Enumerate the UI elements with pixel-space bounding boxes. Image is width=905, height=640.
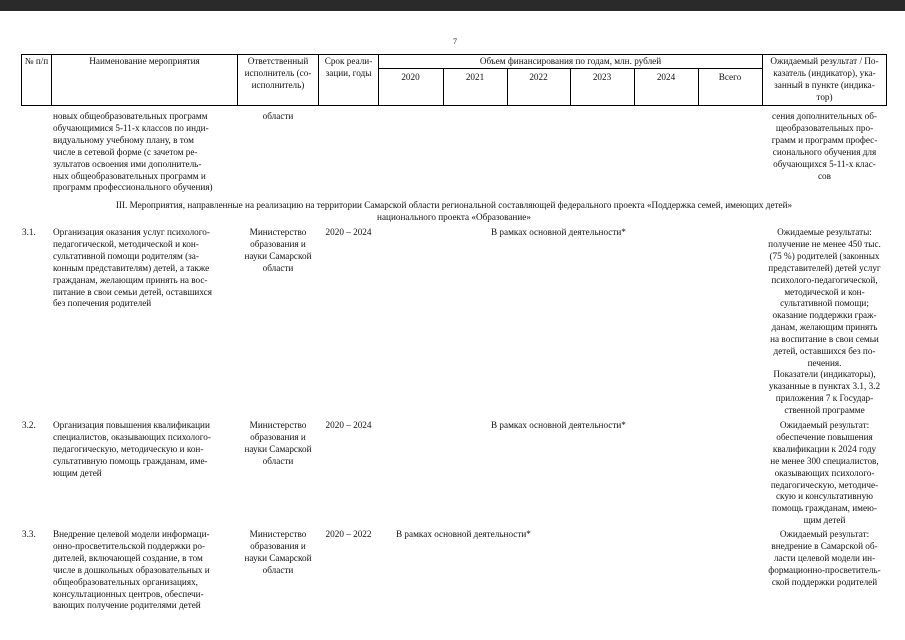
row-result: Ожидаемый результат: внедрение в Самарской об- ласти целевой модели ин- формационно-просветитель- ской поддержки родителей	[768, 529, 881, 587]
page-number: 7	[453, 37, 457, 46]
section-heading: III. Мероприятия, направленные на реализацию на территории Самарской области региональной составляющей федерального проекта «Поддержка семей, имеющих детей» национального проекта «Образование»	[115, 200, 793, 222]
header-term: Срок реали- зации, годы	[324, 56, 373, 78]
header-total: Всего	[718, 72, 742, 82]
header-responsible: Ответственный исполнитель (со- исполнитель)	[244, 56, 312, 90]
row-funding: В рамках основной деятельности*	[491, 227, 626, 237]
row-funding: В рамках основной деятельности*	[491, 420, 626, 430]
row-name: Внедрение целевой модели информаци- онно-просветительской поддержки ро- дителей, включающей создание, в том числе в дошкольных образовательных и общеобразовательных организациях, консультационных центров, обеспечи- вающих получение родителями детей	[53, 529, 210, 611]
header-year-2024: 2024	[656, 72, 676, 82]
row-funding: В рамках основной деятельности*	[396, 529, 531, 539]
row-name: Организация оказания услуг психолого- педагогической, методической и кон- сультативной помощи родителям (за- конным представителям) детей, а также гражданам, желающим принять на вос- питание в свои семьи детей, оставшихся без попечения родителей	[53, 227, 212, 309]
row-number: 3.1.	[22, 227, 36, 237]
row-indicators: Показатели (индикаторы), указанные в пунктах 3.1, 3.2 приложения 7 к Государ- ственной программе	[768, 369, 881, 415]
row-term: 2020 – 2022	[325, 529, 372, 539]
header-year-2021: 2021	[465, 72, 485, 82]
continued-result: сения дополнительных об- щеобразовательных про- грамм и программ профес- сионального обучения для обучающихся 5-11-х клас- сов	[771, 111, 878, 181]
row-result: Ожидаемый результат: обеспечение повышения квалификации к 2024 году не менее 300 специалистов, оказывающих психолого- педагогическую, методиче- скую и консультативную помощь гражданам, имею- щим детей	[770, 420, 879, 526]
continued-name: новых общеобразовательных программ обучающимися 5-11-х классов по инди- видуальному учебному плану, в том числе в сетевой форме (с зачетом ре- зультатов освоения ими дополнитель- ных общеобразовательных программ и программ профессионального обучения)	[53, 111, 213, 193]
header-name: Наименование мероприятия	[89, 56, 200, 66]
row-term: 2020 – 2024	[325, 227, 372, 237]
scan-top-edge	[0, 0, 905, 11]
header-num: № п/п	[24, 56, 49, 66]
row-result: Ожидаемые результаты: получение не менее 450 тыс. (75 %) родителей (законных представителей) детей услуг психолого-педагогической, методической и кон- сультативной помощи; оказание поддержки граж- данам, желающим принять на воспитание в свои семьи детей, оставшихся без по- печения.	[768, 227, 881, 368]
row-responsible: Министерство образования и науки Самарской области	[244, 227, 312, 273]
row-number: 3.2.	[22, 420, 36, 430]
continued-responsible: области	[262, 111, 294, 121]
header-result: Ожидаемый результат / По- казатель (индикатор), ука- занный в пункте (индика- тор)	[770, 56, 879, 102]
row-term: 2020 – 2024	[325, 420, 372, 430]
row-name: Организация повышения квалификации специалистов, оказывающих психолого- педагогическую, методическую и кон- сультативную помощь гражданам, име- ющим детей	[53, 420, 211, 478]
header-year-2020: 2020	[401, 72, 420, 82]
row-number: 3.3.	[22, 529, 36, 539]
row-responsible: Министерство образования и науки Самарской области	[244, 529, 312, 575]
header-year-2023: 2023	[592, 72, 612, 82]
header-year-2022: 2022	[529, 72, 548, 82]
row-responsible: Министерство образования и науки Самарской области	[244, 420, 312, 466]
header-funding: Объем финансирования по годам, млн. рублей	[479, 56, 662, 66]
